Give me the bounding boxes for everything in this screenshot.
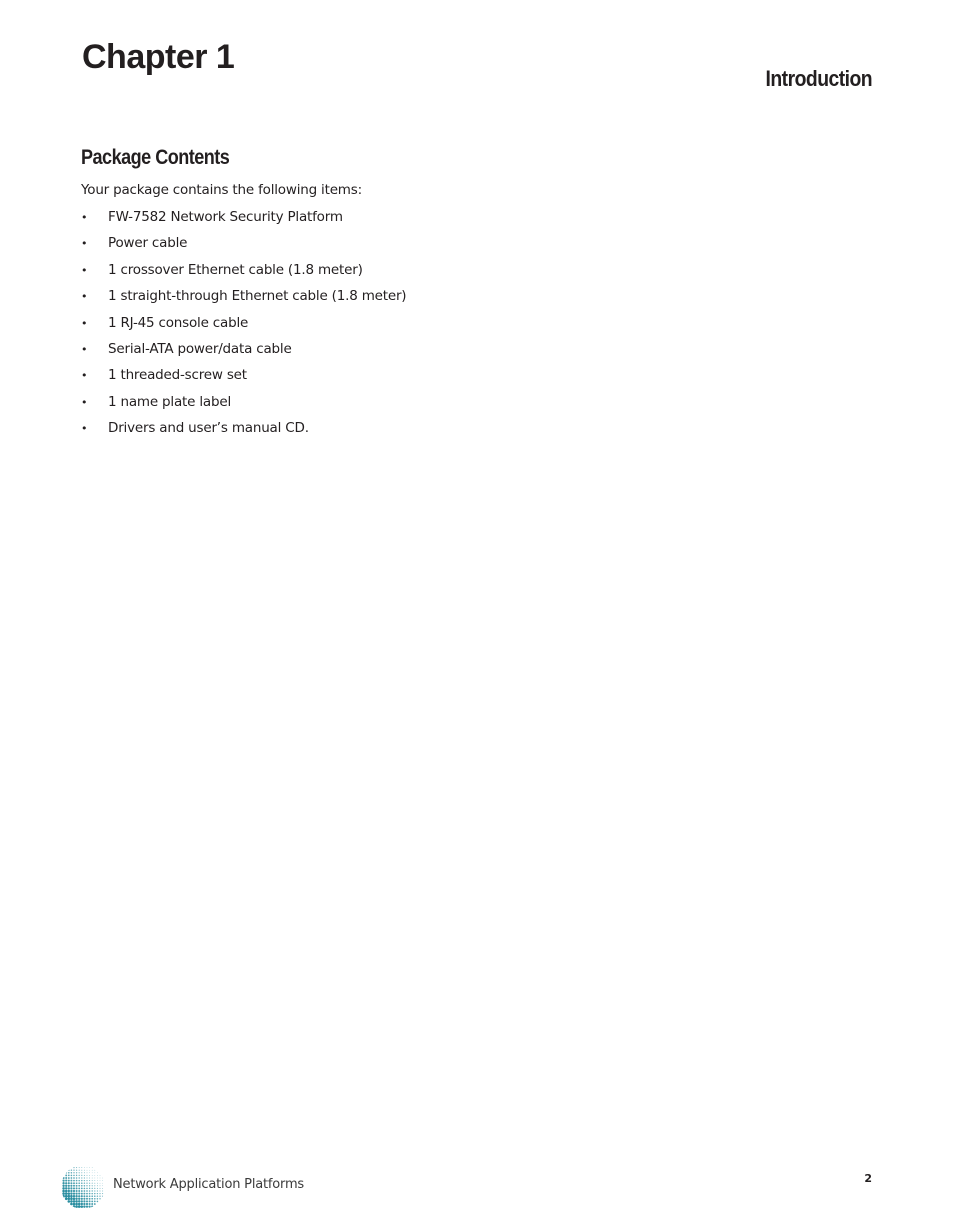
- globe-dot: [94, 1198, 96, 1200]
- globe-dot: [65, 1190, 68, 1193]
- globe-dot: [75, 1195, 77, 1197]
- list-item: [81, 261, 406, 287]
- globe-dot: [78, 1200, 80, 1202]
- globe-dot: [70, 1185, 72, 1187]
- globe-dot: [99, 1193, 100, 1194]
- globe-dot: [70, 1195, 73, 1198]
- globe-dot: [84, 1182, 85, 1183]
- globe-dot: [89, 1193, 91, 1195]
- globe-dot: [94, 1170, 95, 1171]
- globe-dot: [94, 1195, 96, 1197]
- list-item-text: Power cable: [108, 235, 188, 252]
- globe-dot: [63, 1177, 65, 1179]
- package-contents-heading: Package Contents: [81, 146, 230, 169]
- globe-dot: [76, 1167, 77, 1168]
- globe-dot: [86, 1185, 87, 1186]
- bullet: •: [81, 422, 88, 436]
- globe-dot: [73, 1200, 76, 1203]
- globe-dot: [97, 1193, 98, 1194]
- bullet: •: [81, 237, 88, 251]
- globe-dot: [86, 1183, 87, 1184]
- globe-dot: [94, 1180, 95, 1181]
- globe-dot: [68, 1175, 70, 1177]
- globe-dot: [68, 1198, 71, 1201]
- globe-dot: [79, 1175, 80, 1176]
- list-item: [81, 419, 406, 445]
- globe-dot: [68, 1185, 70, 1187]
- globe-dot: [100, 1183, 101, 1184]
- globe-dot: [76, 1170, 77, 1171]
- globe-dot: [62, 1187, 65, 1190]
- globe-dot: [81, 1175, 82, 1176]
- globe-dot: [89, 1180, 90, 1181]
- globe-dot: [68, 1180, 70, 1182]
- globe-dot: [86, 1193, 88, 1195]
- globe-dot: [68, 1177, 70, 1179]
- globe-dot: [79, 1167, 80, 1168]
- globe-dot: [84, 1180, 85, 1181]
- globe-dot: [68, 1200, 71, 1203]
- bullet: •: [81, 290, 88, 304]
- globe-dot: [100, 1180, 101, 1181]
- globe-dot: [73, 1187, 75, 1189]
- globe-dot: [68, 1192, 71, 1195]
- globe-dot: [78, 1205, 81, 1208]
- list-item-text: 1 straight-through Ethernet cable (1.8 meter): [108, 288, 407, 305]
- globe-dot: [73, 1170, 74, 1171]
- globe-dot: [102, 1196, 103, 1197]
- globe-dot: [84, 1172, 85, 1173]
- globe-dot: [76, 1172, 77, 1173]
- list-item: [81, 208, 406, 234]
- globe-dot: [68, 1182, 70, 1184]
- globe-dot: [87, 1175, 88, 1176]
- globe-dot: [75, 1203, 78, 1206]
- globe-dot: [73, 1167, 74, 1168]
- globe-dot: [84, 1190, 86, 1192]
- globe-dot: [81, 1167, 82, 1168]
- bullet: •: [81, 342, 88, 356]
- globe-dot: [81, 1190, 83, 1192]
- globe-dot: [68, 1169, 70, 1171]
- globe-dot: [100, 1188, 101, 1189]
- globe-dot: [73, 1177, 75, 1179]
- globe-dot: [70, 1182, 72, 1184]
- globe-dot: [84, 1177, 85, 1178]
- globe-dot: [81, 1195, 83, 1197]
- globe-dot: [70, 1203, 73, 1206]
- globe-dot: [81, 1182, 83, 1184]
- section-title: Introduction: [765, 66, 872, 91]
- footer-text: Network Application Platforms: [113, 1177, 304, 1192]
- globe-dot: [94, 1190, 95, 1191]
- list-item: [81, 366, 406, 392]
- globe-dot: [91, 1198, 93, 1200]
- list-item-text: FW-7582 Network Security Platform: [108, 209, 343, 225]
- globe-dot: [92, 1172, 93, 1173]
- list-item-text: Drivers and user’s manual CD.: [108, 420, 309, 437]
- globe-dot: [73, 1185, 75, 1187]
- globe-dot: [84, 1175, 85, 1176]
- list-item-text: 1 name plate label: [108, 393, 231, 410]
- globe-dot: [97, 1172, 98, 1173]
- bullet: •: [81, 316, 88, 330]
- globe-dot: [65, 1182, 67, 1184]
- globe-dot: [65, 1177, 67, 1179]
- globe-dot: [86, 1198, 88, 1200]
- page-number: 2: [864, 1172, 872, 1185]
- globe-dot: [87, 1172, 88, 1173]
- package-contents-intro: Your package contains the following items:: [81, 182, 362, 198]
- globe-dot: [97, 1183, 98, 1184]
- globe-dot: [79, 1170, 80, 1171]
- globe-dot: [73, 1182, 75, 1184]
- globe-dot: [99, 1190, 100, 1191]
- bullet: •: [81, 263, 88, 277]
- globe-dot: [62, 1195, 65, 1198]
- globe-dot: [73, 1192, 75, 1194]
- globe-dot: [83, 1195, 85, 1197]
- globe-dot: [73, 1175, 75, 1177]
- globe-dot: [97, 1198, 99, 1200]
- globe-dot: [73, 1205, 76, 1208]
- globe-dot: [102, 1183, 103, 1184]
- globe-dot: [70, 1190, 72, 1192]
- globe-dots-icon: [60, 1164, 106, 1210]
- globe-dot: [86, 1180, 87, 1181]
- globe-dot: [92, 1185, 93, 1186]
- globe-dot: [99, 1198, 100, 1199]
- globe-dot: [94, 1175, 95, 1176]
- globe-dot: [89, 1185, 90, 1186]
- globe-dot: [62, 1182, 64, 1184]
- globe-dot: [100, 1178, 101, 1179]
- globe-dot: [86, 1203, 88, 1205]
- globe-dot: [92, 1167, 93, 1168]
- globe-dot: [100, 1175, 101, 1176]
- list-item: [81, 234, 406, 260]
- globe-dot: [102, 1180, 103, 1181]
- globe-dot: [89, 1178, 90, 1179]
- globe-dot: [102, 1193, 103, 1194]
- globe-dot: [79, 1172, 80, 1173]
- globe-dot: [92, 1178, 93, 1179]
- globe-dot: [89, 1172, 90, 1173]
- globe-dot: [102, 1188, 103, 1189]
- globe-dot: [78, 1195, 80, 1197]
- globe-dot: [88, 1205, 90, 1207]
- globe-dot: [94, 1172, 95, 1173]
- globe-dot: [91, 1193, 93, 1195]
- globe-dot: [78, 1198, 80, 1200]
- globe-dot: [78, 1182, 80, 1184]
- globe-dot: [81, 1193, 83, 1195]
- globe-dot: [102, 1185, 103, 1186]
- globe-dot: [65, 1198, 68, 1201]
- globe-dot: [81, 1198, 83, 1200]
- globe-dot: [71, 1177, 73, 1179]
- globe-dot: [89, 1175, 90, 1176]
- globe-dot: [76, 1177, 78, 1179]
- globe-dot: [91, 1195, 93, 1197]
- list-item: [81, 287, 406, 313]
- globe-dot: [70, 1180, 72, 1182]
- globe-dot: [89, 1195, 91, 1197]
- globe-dot: [75, 1205, 78, 1208]
- globe-dot: [78, 1187, 80, 1189]
- list-item-text: 1 RJ-45 console cable: [108, 314, 249, 331]
- globe-dot: [78, 1203, 81, 1206]
- globe-dot: [68, 1190, 70, 1192]
- globe-dot: [81, 1203, 83, 1205]
- globe-dot: [73, 1180, 75, 1182]
- globe-dot: [73, 1203, 76, 1206]
- globe-dot: [75, 1192, 77, 1194]
- globe-dot: [70, 1187, 72, 1189]
- globe-dot: [65, 1185, 67, 1187]
- globe-dot: [81, 1170, 82, 1171]
- globe-dot: [83, 1205, 85, 1207]
- globe-dot: [65, 1174, 67, 1176]
- globe-dot: [89, 1188, 90, 1189]
- globe-dot: [65, 1172, 67, 1174]
- globe-dot: [81, 1200, 83, 1202]
- globe-dot: [78, 1190, 80, 1192]
- globe-dot: [75, 1198, 77, 1200]
- globe-dot: [94, 1185, 95, 1186]
- globe-dot: [75, 1200, 78, 1203]
- globe-dot: [73, 1195, 75, 1197]
- globe-dot: [97, 1185, 98, 1186]
- globe-dot: [73, 1190, 75, 1192]
- globe-dot: [81, 1180, 82, 1181]
- globe-dot: [73, 1198, 76, 1201]
- globe-dot: [70, 1198, 73, 1201]
- globe-dot: [65, 1180, 67, 1182]
- globe-dot: [76, 1175, 77, 1176]
- globe-dot: [78, 1177, 79, 1178]
- globe-dot: [91, 1200, 93, 1202]
- bullet: •: [81, 369, 88, 383]
- package-contents-list: [81, 208, 406, 446]
- globe-dot: [94, 1203, 96, 1205]
- chapter-title: Chapter 1: [82, 38, 235, 76]
- list-item: [81, 393, 406, 419]
- globe-dot: [76, 1190, 78, 1192]
- globe-dot: [94, 1178, 95, 1179]
- globe-dot: [92, 1180, 93, 1181]
- globe-dot: [94, 1193, 95, 1194]
- globe-dot: [84, 1170, 85, 1171]
- globe-dot: [65, 1187, 67, 1189]
- globe-dot: [68, 1195, 71, 1198]
- list-item-text: 1 crossover Ethernet cable (1.8 meter): [108, 261, 363, 278]
- globe-dot: [89, 1183, 90, 1184]
- globe-dot: [89, 1203, 91, 1205]
- globe-dot: [89, 1198, 91, 1200]
- list-item-text: Serial-ATA power/data cable: [108, 340, 292, 357]
- list-item: [81, 314, 406, 340]
- globe-dot: [86, 1177, 87, 1178]
- globe-dot: [68, 1187, 70, 1189]
- globe-dot: [91, 1203, 93, 1205]
- globe-dot: [87, 1170, 88, 1171]
- globe-dot: [62, 1190, 65, 1193]
- globe-dot: [62, 1185, 64, 1187]
- globe-dot: [102, 1178, 103, 1179]
- globe-dot: [76, 1180, 78, 1182]
- globe-dot: [83, 1198, 85, 1200]
- list-item: [81, 340, 406, 366]
- globe-dot: [62, 1179, 64, 1181]
- globe-dot: [97, 1188, 98, 1189]
- globe-dot: [81, 1205, 84, 1208]
- globe-dot: [87, 1167, 88, 1168]
- globe-dot: [76, 1187, 78, 1189]
- globe-dot: [97, 1195, 98, 1196]
- globe-dot: [92, 1170, 93, 1171]
- globe-dot: [97, 1180, 98, 1181]
- globe-dot: [81, 1188, 83, 1190]
- globe-dot: [71, 1169, 72, 1170]
- globe-dot: [94, 1183, 95, 1184]
- globe-dot: [71, 1175, 73, 1177]
- globe-dot: [86, 1190, 88, 1192]
- globe-dot: [97, 1190, 98, 1191]
- globe-dot: [78, 1185, 80, 1187]
- globe-dot: [91, 1190, 92, 1191]
- list-item-text: 1 threaded-screw set: [108, 367, 247, 384]
- globe-dot: [86, 1205, 88, 1207]
- globe-dot: [76, 1185, 78, 1187]
- globe-dot: [89, 1190, 91, 1192]
- globe-dot: [83, 1193, 85, 1195]
- bullet: •: [81, 395, 88, 409]
- bullet: •: [81, 211, 88, 224]
- globe-dot: [94, 1201, 96, 1203]
- globe-dot: [62, 1192, 65, 1195]
- globe-dot: [70, 1200, 73, 1203]
- globe-dot: [94, 1188, 95, 1189]
- globe-dot: [89, 1167, 90, 1168]
- globe-dot: [97, 1175, 98, 1176]
- globe-dot: [70, 1192, 72, 1194]
- globe-dot: [65, 1195, 68, 1198]
- globe-dot: [92, 1183, 93, 1184]
- globe-dot: [68, 1172, 70, 1174]
- globe-dot: [102, 1191, 103, 1192]
- globe-dot: [65, 1192, 68, 1195]
- globe-dot: [76, 1182, 78, 1184]
- globe-dot: [81, 1185, 83, 1187]
- globe-dot: [91, 1206, 93, 1208]
- globe-dot: [89, 1200, 91, 1202]
- globe-dot: [84, 1188, 86, 1190]
- globe-dot: [71, 1172, 73, 1174]
- globe-dot: [81, 1172, 82, 1173]
- globe-dot: [83, 1200, 85, 1202]
- globe-dot: [86, 1195, 88, 1197]
- globe-dot: [92, 1175, 93, 1176]
- globe-dot: [97, 1201, 99, 1203]
- globe-dot: [78, 1180, 80, 1182]
- globe-dot: [78, 1193, 80, 1195]
- globe-dot: [86, 1200, 88, 1202]
- globe-dot: [92, 1188, 93, 1189]
- globe-dot: [99, 1196, 100, 1197]
- globe-dot: [83, 1203, 85, 1205]
- globe-dot: [89, 1170, 90, 1171]
- globe-dot: [84, 1167, 85, 1168]
- globe-dot: [97, 1178, 98, 1179]
- globe-dot: [81, 1177, 82, 1178]
- globe-dot: [84, 1185, 86, 1187]
- globe-dot: [73, 1172, 74, 1173]
- globe-dot: [100, 1185, 101, 1186]
- globe-dot: [86, 1188, 88, 1190]
